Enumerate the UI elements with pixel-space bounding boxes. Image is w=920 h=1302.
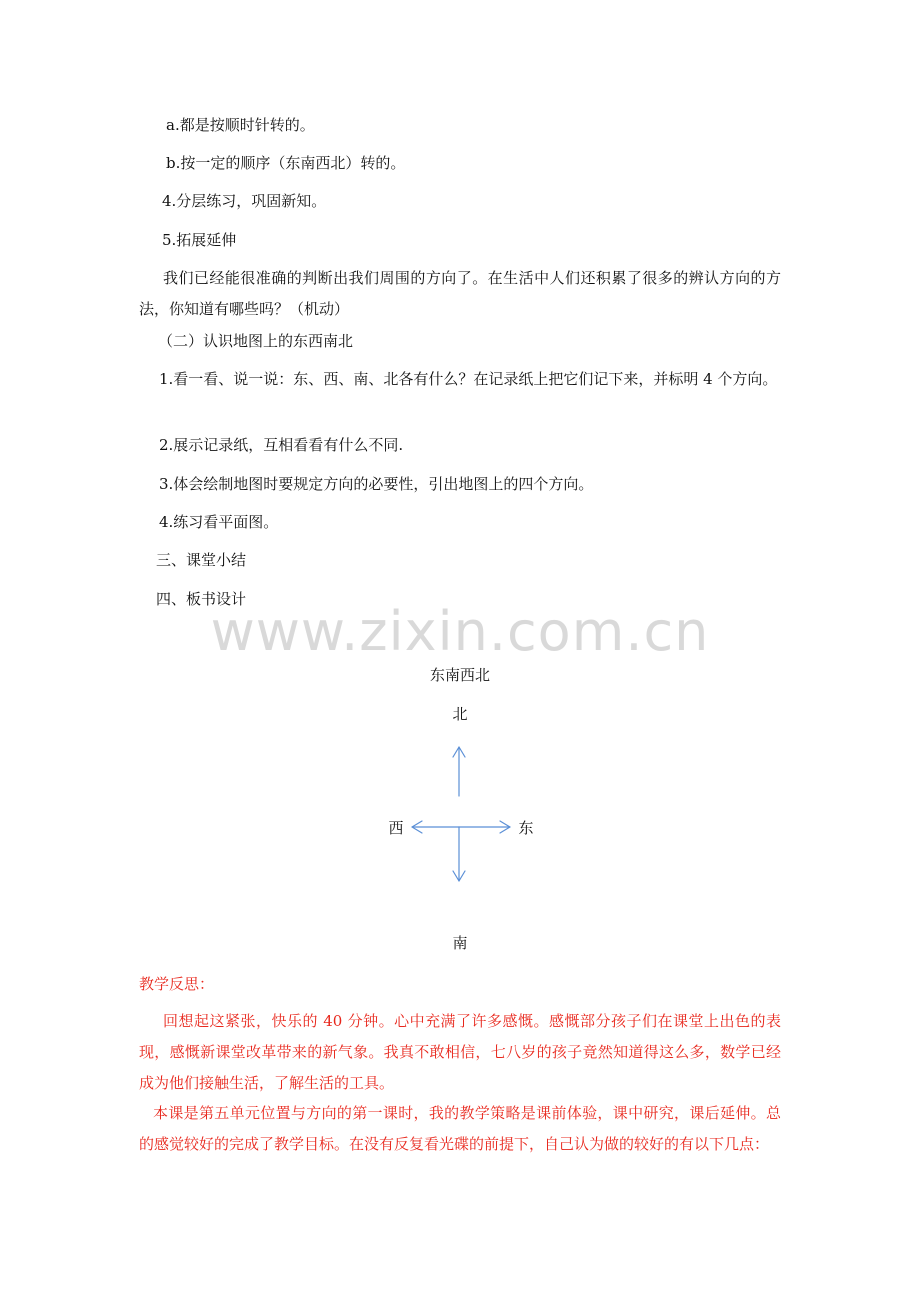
part-3-heading: 三、课堂小结 (156, 551, 247, 569)
label-north: 北 (452, 705, 468, 723)
line-a: a.都是按顺时针转的。 (166, 116, 315, 134)
label-south: 南 (452, 934, 468, 952)
watermark: www.zixin.com.cn (210, 600, 710, 663)
reflection-paragraph-1: 回想起这紧张，快乐的 40 分钟。心中充满了许多感慨。感慨部分孩子们在课堂上出色的表现，感慨新课堂改革带来的新气象。我真不敢相信，七八岁的孩子竟然知道得这么多，数学已经成为他们接触生活，了解生活的工具。 (139, 1012, 781, 1092)
step-3: 3.体会绘制地图时要规定方向的必要性，引出地图上的四个方向。 (159, 475, 594, 493)
label-west: 西 (388, 819, 404, 837)
reflection-paragraph-2: 本课是第五单元位置与方向的第一课时，我的教学策略是课前体验，课中研究，课后延伸。总的感觉较好的完成了教学目标。在没有反复看光碟的前提下，自己认为做的较好的有以下几点： (139, 1104, 781, 1153)
item-4: 4.分层练习，巩固新知。 (162, 192, 327, 210)
extend-paragraph: 我们已经能很准确的判断出我们周围的方向了。在生活中人们还积累了很多的辨认方向的方法，你知道有哪些吗？（机动） (139, 269, 781, 318)
step-4: 4.练习看平面图。 (159, 513, 279, 531)
step-2: 2.展示记录纸，互相看看有什么不同. (159, 436, 404, 454)
part-4-heading: 四、板书设计 (156, 590, 247, 608)
section-2-heading: （二）认识地图上的东西南北 (158, 332, 354, 350)
reflection-heading: 教学反思： (139, 975, 215, 993)
step-1: 1.看一看、说一说：东、西、南、北各有什么？在记录纸上把它们记下来，并标明 4 个方向。 (159, 370, 778, 388)
line-b: b.按一定的顺序（东南西北）转的。 (166, 154, 406, 172)
board-title: 东南西北 (429, 666, 490, 684)
item-5: 5.拓展延伸 (162, 231, 237, 249)
label-east: 东 (518, 819, 534, 837)
